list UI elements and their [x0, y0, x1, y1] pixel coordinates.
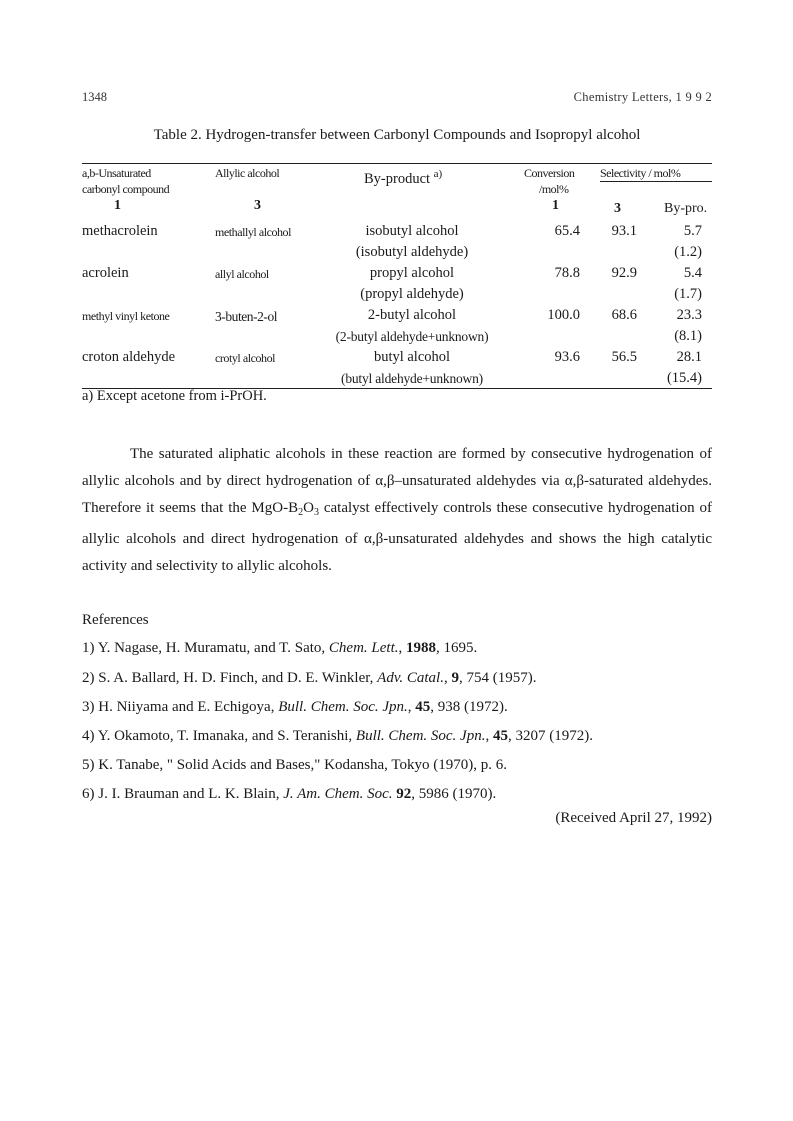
allylic-cell: 3-buten-2-ol: [215, 309, 278, 324]
header-allylic: Allylic alcohol: [215, 166, 280, 180]
allylic-cell: allyl alcohol: [215, 267, 269, 281]
selectivity-bypro-cell: 5.4: [683, 265, 702, 281]
conversion-cell: 65.4: [554, 223, 580, 239]
running-header: [82, 90, 712, 108]
byproduct-cell: 2-butyl alcohol: [367, 307, 457, 323]
selectivity-bypro2-cell: (15.4): [666, 370, 702, 386]
reference-item: 4) Y. Okamoto, T. Imanaka, and S. Teranishi, Bull. Chem. Soc. Jpn., 45, 3207 (1972).: [82, 728, 593, 744]
conversion-cell: 100.0: [547, 307, 580, 323]
header-conversion-line2: /mol%: [539, 182, 569, 196]
selectivity3-cell: 93.1: [611, 223, 637, 239]
header-conversion-id: 1: [552, 198, 559, 213]
table-caption: Table 2. Hydrogen-transfer between Carbonyl Compounds and Isopropyl alcohol: [153, 127, 641, 143]
allylic-cell: methallyl alcohol: [215, 225, 291, 239]
selectivity3-cell: 92.9: [611, 265, 637, 281]
conversion-cell: 93.6: [554, 349, 580, 365]
byproduct-cell: propyl alcohol: [369, 265, 455, 281]
selectivity-bypro-cell: 28.1: [676, 349, 702, 365]
reference-item: 3) H. Niiyama and E. Echigoya, Bull. Chem. Soc. Jpn., 45, 938 (1972).: [82, 699, 508, 715]
compound-cell: methyl vinyl ketone: [82, 309, 170, 323]
header-byproduct: By-product $^{a)}$: [364, 168, 443, 187]
references-heading: References: [82, 612, 149, 628]
header-selectivity-3: 3: [614, 201, 621, 216]
selectivity-bypro-cell: 23.3: [676, 307, 702, 323]
body-paragraph: The saturated aliphatic alcohols in these reaction are formed by consecutive hydrogenation of allylic alcohols and by direct hydrogenation of α,β–unsaturated aldehydes via α,β-saturated aldehydes. Therefore it seems that the MgO-$B_2O_3$ catalyst effectively controls these consecutive hydrogenation of allylic alcohols and direct hydrogenation of α,β-unsaturated aldehydes and shows the high catalytic activity and selectivity to allylic alcohols.: [82, 446, 712, 574]
header-conversion-line1: Conversion: [524, 166, 575, 180]
conversion-cell: 78.8: [554, 265, 580, 281]
received-date: (Received April 27, 1992): [555, 810, 712, 826]
selectivity-bypro-cell: 5.7: [683, 223, 702, 239]
page-number: 1348: [82, 90, 107, 104]
selectivity3-cell: 68.6: [611, 307, 637, 323]
compound-cell: croton aldehyde: [82, 349, 176, 365]
reference-item: 6) J. I. Brauman and L. K. Blain, J. Am. Chem. Soc. 92, 5986 (1970).: [82, 786, 497, 802]
table-footnote: a) Except acetone from i-PrOH.: [82, 388, 267, 404]
byproduct2-cell: (butyl aldehyde+unknown): [341, 371, 483, 386]
byproduct2-cell: (2-butyl aldehyde+unknown): [335, 329, 489, 344]
byproduct-cell: isobutyl alcohol: [365, 223, 459, 239]
selectivity-bypro2-cell: (8.1): [674, 328, 702, 344]
header-byproduct-footnote-mark: a): [433, 168, 443, 180]
header-compound-line2: carbonyl compound: [82, 182, 170, 196]
reference-item: 5) K. Tanabe, " Solid Acids and Bases," Kodansha, Tokyo (1970), p. 6.: [82, 757, 507, 773]
compound-cell: acrolein: [82, 265, 129, 281]
journal-name: Chemistry Letters, 1 9 9 2: [573, 90, 712, 104]
allylic-cell: crotyl alcohol: [215, 351, 276, 365]
selectivity3-cell: 56.5: [611, 349, 637, 365]
header-compound-line1: a,b-Unsaturated: [82, 166, 151, 180]
results-table: [82, 158, 712, 408]
selectivity-rule: [600, 181, 712, 182]
selectivity-bypro2-cell: (1.2): [674, 244, 702, 260]
header-compound-id: 1: [114, 198, 121, 213]
reference-item: 1) Y. Nagase, H. Muramatu, and T. Sato, Chem. Lett., 1988, 1695.: [82, 640, 478, 656]
byproduct2-cell: (propyl aldehyde): [360, 286, 464, 302]
byproduct-cell: butyl alcohol: [373, 349, 451, 365]
table-top-rule: [82, 163, 712, 164]
reference-item: 2) S. A. Ballard, H. D. Finch, and D. E. Winkler, Adv. Catal., 9, 754 (1957).: [82, 670, 537, 686]
header-selectivity-bypro: By-pro.: [664, 201, 708, 216]
selectivity-bypro2-cell: (1.7): [674, 286, 702, 302]
byproduct2-cell: (isobutyl aldehyde): [355, 244, 469, 260]
header-selectivity: Selectivity / mol%: [600, 166, 681, 180]
compound-cell: methacrolein: [82, 223, 158, 239]
header-allylic-id: 3: [254, 198, 261, 213]
